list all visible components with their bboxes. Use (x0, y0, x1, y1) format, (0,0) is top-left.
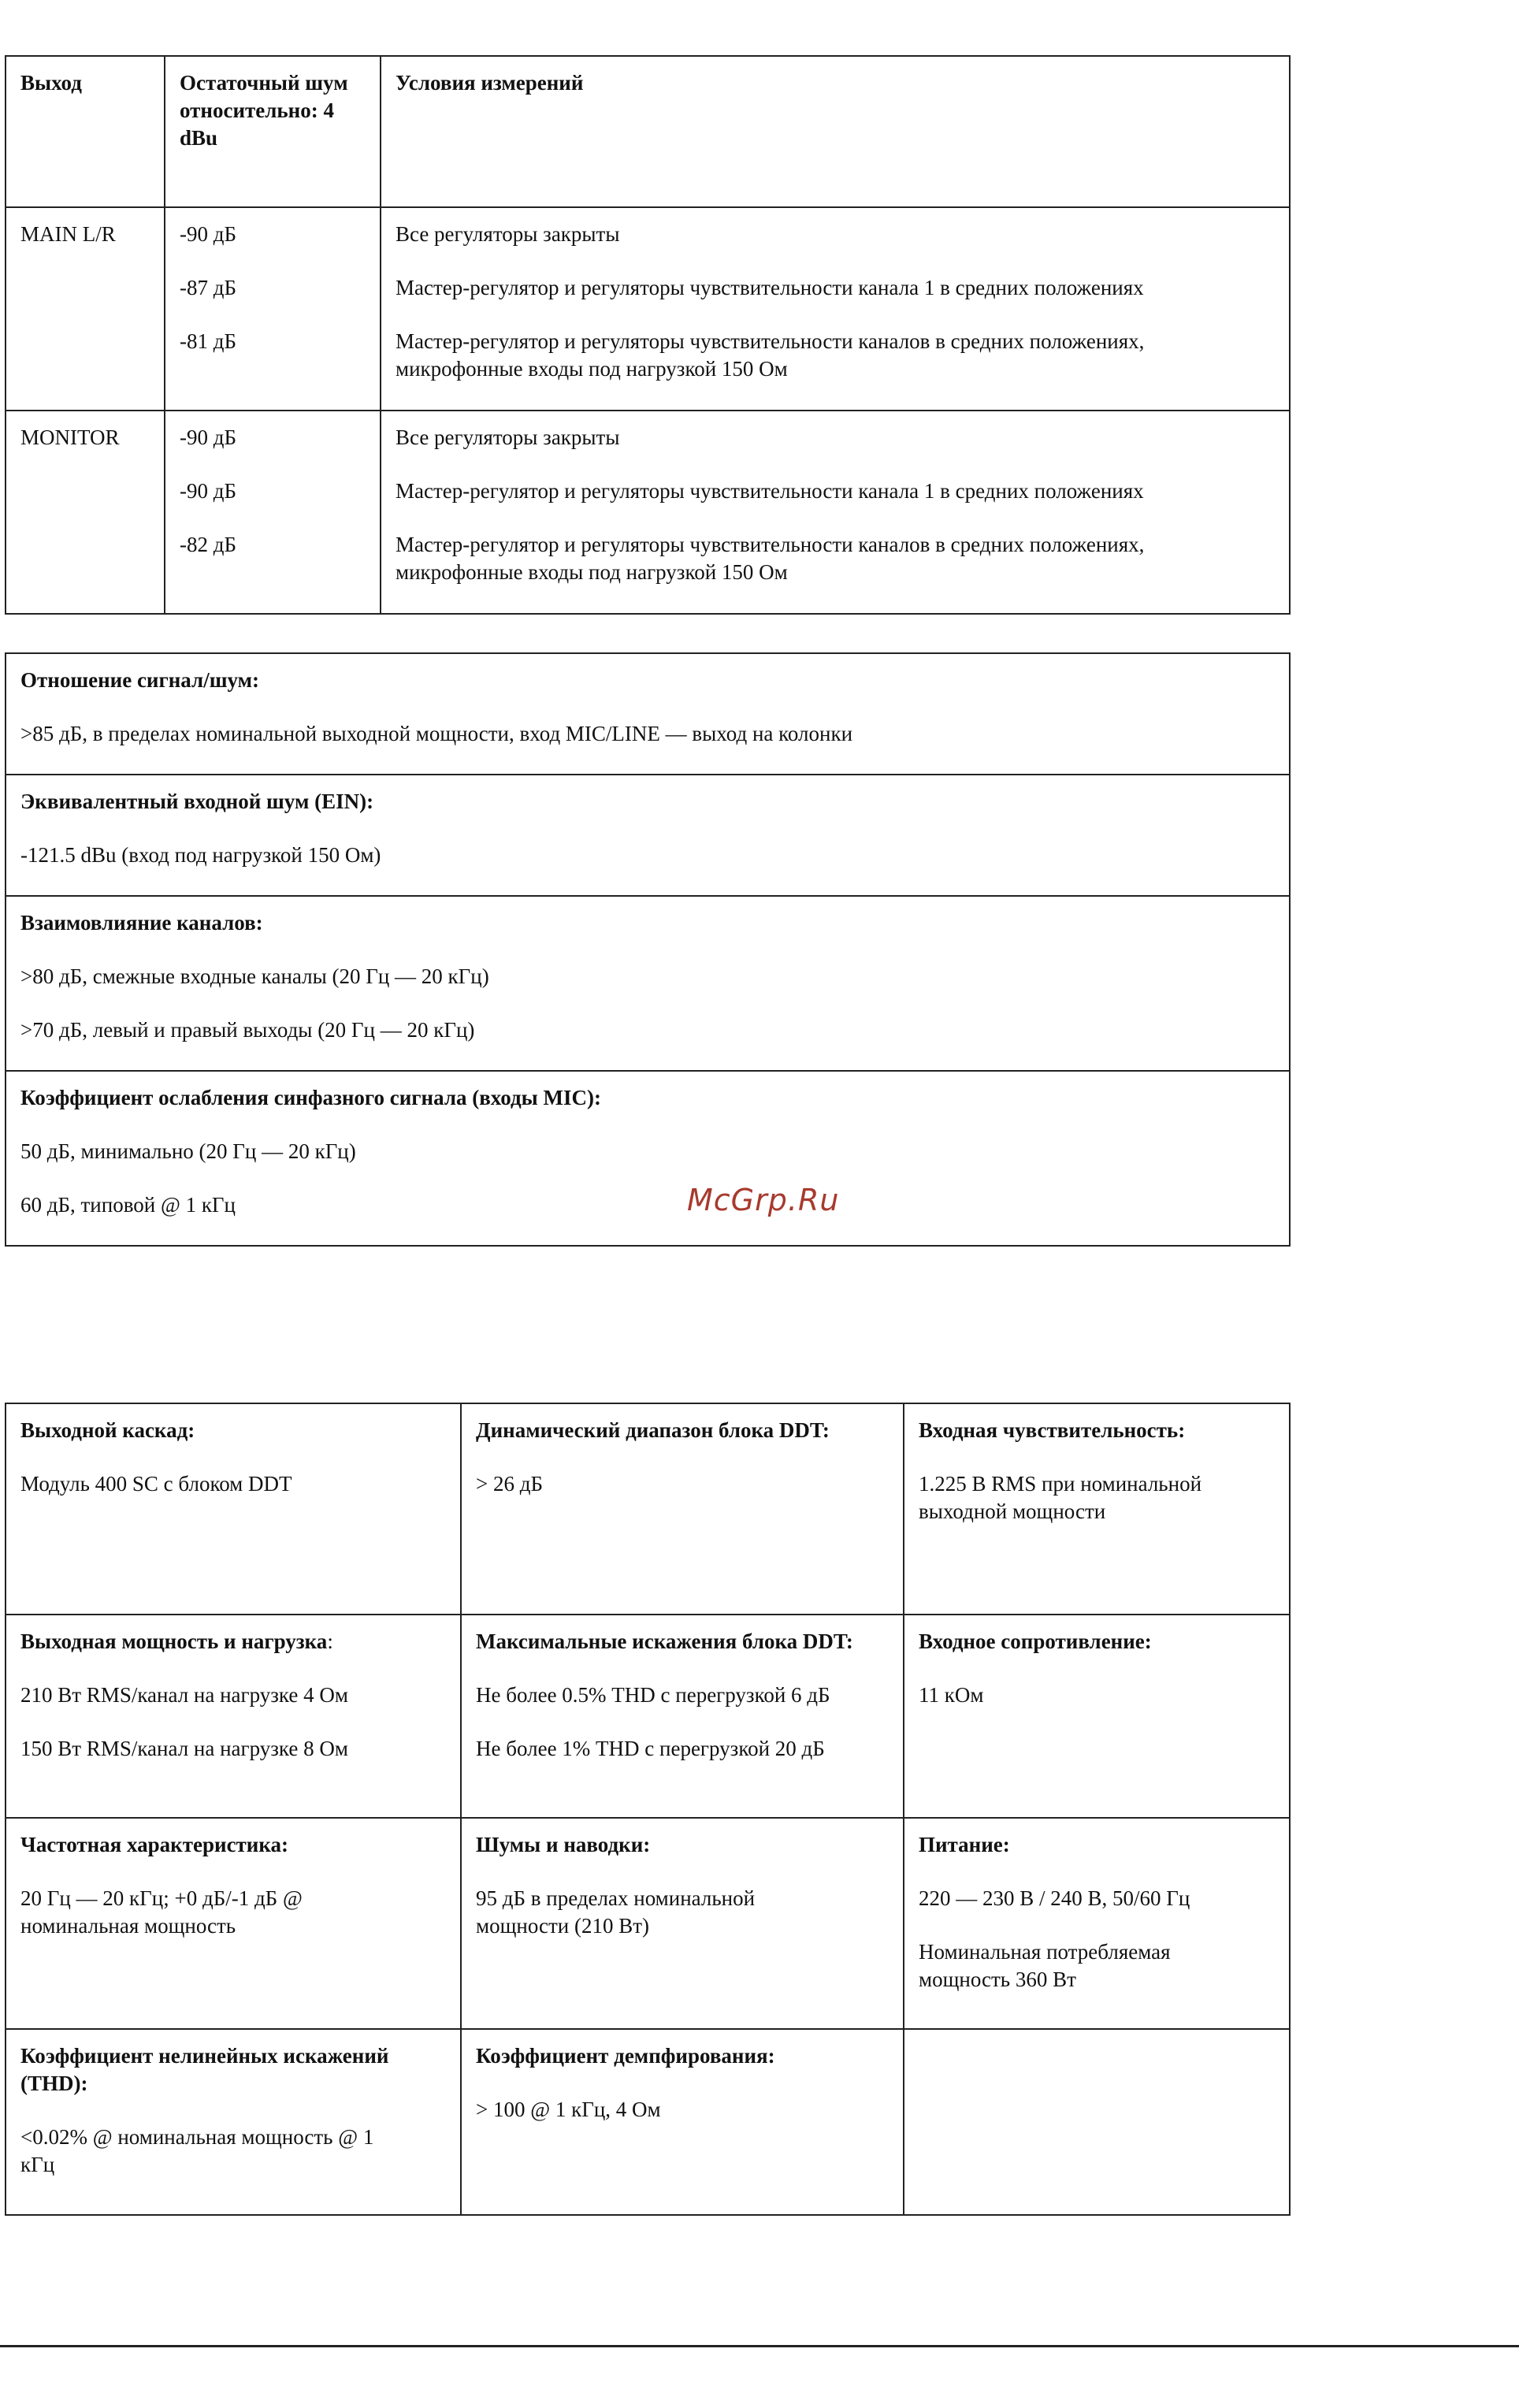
spec-line: Не более 1% THD с перегрузкой 20 дБ (476, 1737, 825, 1760)
spec-cell-input-sensitivity (904, 1403, 1290, 1615)
spec-title: Максимальные искажения блока DDT: (476, 1629, 853, 1653)
spec-row (6, 896, 1290, 1071)
spec-cell-cmrr (6, 1071, 1290, 1246)
table-header-row (6, 56, 1290, 207)
spec-cell-output-stage (6, 1403, 461, 1615)
condition-text: Мастер-регулятор и регуляторы чувствительности каналов в средних положениях, микрофонные входы под нагрузкой 150 Ом (396, 329, 1145, 381)
spec-line: >80 дБ, смежные входные каналы (20 Гц — 20 кГц) (20, 964, 489, 988)
condition-text: Мастер-регулятор и регуляторы чувствительности канала 1 в средних положениях (396, 479, 1144, 503)
spec-row (6, 775, 1290, 896)
residual-noise-table (5, 55, 1291, 615)
header-residual-noise: Остаточный шум относительно: 4 dBu (165, 56, 381, 207)
spec-cell-power-supply (904, 1818, 1290, 2029)
spec-cell-thd (6, 2029, 461, 2215)
spec-row (6, 2029, 1290, 2215)
spec-cell-ein (6, 775, 1290, 896)
header-conditions: Условия измерений (381, 56, 1290, 207)
spec-title: Коэффициент демпфирования: (476, 2044, 775, 2068)
spec-line: 11 кОм (919, 1683, 984, 1707)
spec-row (6, 1403, 1290, 1615)
spec-cell-snr (6, 653, 1290, 775)
spec-line: Не более 0.5% THD с перегрузкой 6 дБ (476, 1683, 830, 1707)
spec-title: Входное сопротивление: (919, 1629, 1152, 1653)
spec-line: Модуль 400 SC с блоком DDT (20, 1472, 292, 1496)
spec-line: > 100 @ 1 кГц, 4 Ом (476, 2098, 661, 2121)
spec-title: Выходная мощность и нагрузка (20, 1629, 328, 1653)
spec-cell-ddt-distortion (461, 1615, 904, 1818)
empty-cell (904, 2029, 1290, 2215)
spec-line: 20 Гц — 20 кГц; +0 дБ/-1 дБ @ номинальная мощность (20, 1886, 303, 1938)
noise-value: -81 дБ (180, 329, 236, 353)
spec-row (6, 1071, 1290, 1246)
noise-values (165, 411, 381, 614)
spec-line: >70 дБ, левый и правый выходы (20 Гц — 20 кГц) (20, 1018, 475, 1042)
spec-line: -121.5 dBu (вход под нагрузкой 150 Ом) (20, 843, 381, 867)
spec-cell-crosstalk (6, 896, 1290, 1071)
spec-cell-output-power (6, 1615, 461, 1818)
spec-cell-frequency-response (6, 1818, 461, 2029)
spec-line: 60 дБ, типовой @ 1 кГц (20, 1193, 236, 1217)
spec-title: Коэффициент нелинейных искажений (THD): (20, 2044, 389, 2095)
noise-value: -90 дБ (180, 222, 236, 246)
spec-title: Выходной каскад: (20, 1418, 195, 1442)
condition-text: Мастер-регулятор и регуляторы чувствительности каналов в средних положениях, микрофонные входы под нагрузкой 150 Ом (396, 533, 1145, 584)
spec-title-wrap (20, 1628, 446, 1656)
condition-text: Все регуляторы закрыты (396, 425, 620, 449)
spec-title: Частотная характеристика: (20, 1833, 289, 1856)
noise-value: -90 дБ (180, 425, 236, 449)
table-row (6, 207, 1290, 411)
spec-title: Взаимовлияние каналов: (20, 911, 263, 935)
measurement-conditions (381, 207, 1290, 411)
signal-specs-table (5, 652, 1291, 1247)
spec-title-suffix: : (327, 1629, 333, 1653)
amplifier-specs-table (5, 1403, 1291, 2216)
spec-line: 95 дБ в пределах номинальной мощности (210 Вт) (476, 1886, 756, 1938)
spec-title: Питание: (919, 1833, 1010, 1856)
watermark: McGrp.Ru (687, 1183, 840, 1217)
spec-cell-noise (461, 1818, 904, 2029)
spec-line: 1.225 В RMS при номинальной выходной мощности (919, 1472, 1202, 1523)
spec-line: 210 Вт RMS/канал на нагрузке 4 Ом (20, 1683, 348, 1707)
table-row (6, 411, 1290, 614)
spec-row (6, 653, 1290, 775)
spec-cell-input-impedance (904, 1615, 1290, 1818)
spec-cell-damping (461, 2029, 904, 2215)
measurement-conditions (381, 411, 1290, 614)
spec-line: 50 дБ, минимально (20 Гц — 20 кГц) (20, 1139, 356, 1163)
spec-cell-ddt-range (461, 1403, 904, 1615)
spec-title: Коэффициент ослабления синфазного сигнала (входы MIC): (20, 1086, 601, 1109)
noise-value: -87 дБ (180, 276, 236, 299)
noise-values (165, 207, 381, 411)
header-output: Выход (6, 56, 165, 207)
condition-text: Мастер-регулятор и регуляторы чувствительности канала 1 в средних положениях (396, 276, 1144, 299)
spec-line: 150 Вт RMS/канал на нагрузке 8 Ом (20, 1737, 348, 1760)
noise-value: -90 дБ (180, 479, 236, 503)
spec-title: Шумы и наводки: (476, 1833, 651, 1856)
output-name: MONITOR (6, 411, 165, 614)
noise-value: -82 дБ (180, 533, 236, 556)
spec-title: Динамический диапазон блока DDT: (476, 1418, 830, 1442)
spec-line: Номинальная потребляемая мощность 360 Вт (919, 1940, 1171, 1991)
spec-line: >85 дБ, в пределах номинальной выходной мощности, вход MIC/LINE — выход на колонки (20, 722, 853, 745)
spec-row (6, 1818, 1290, 2029)
spec-title: Входная чувствительность: (919, 1418, 1186, 1442)
spec-row (6, 1615, 1290, 1818)
spec-title: Эквивалентный входной шум (EIN): (20, 790, 374, 813)
condition-text: Все регуляторы закрыты (396, 222, 620, 246)
output-name: MAIN L/R (6, 207, 165, 411)
spec-line: <0.02% @ номинальная мощность @ 1 кГц (20, 2125, 374, 2176)
spec-line: 220 — 230 В / 240 В, 50/60 Гц (919, 1886, 1190, 1910)
spec-title: Отношение сигнал/шум: (20, 668, 260, 692)
spec-line: > 26 дБ (476, 1472, 543, 1496)
bottom-divider (0, 2345, 1519, 2347)
